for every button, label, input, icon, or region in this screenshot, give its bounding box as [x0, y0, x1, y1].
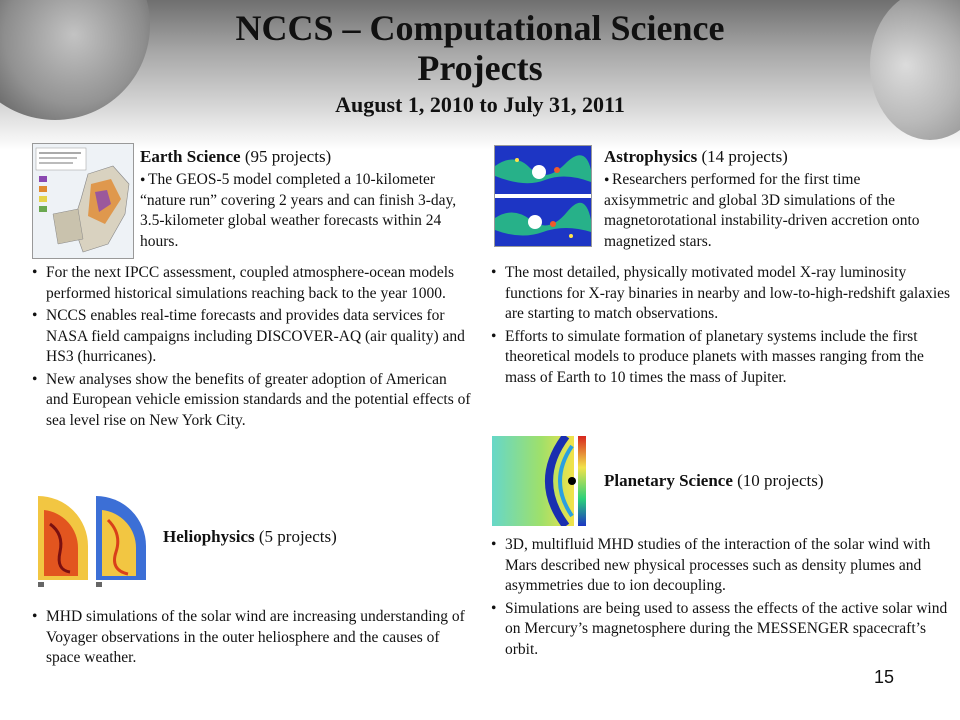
planetary-science-count: (10 projects)	[737, 471, 824, 490]
astrophysics-intro	[604, 170, 924, 252]
earth-science-map-image	[32, 143, 134, 259]
page-number: 15	[873, 667, 894, 687]
heliophysics-count: (5 projects)	[258, 527, 337, 546]
list-item: • 3D, multifluid MHD studies of the interaction of the solar wind with Mars described new physical processes such as density plumes and asymmetries due to ion decoupling.	[489, 535, 949, 597]
planetary-science-simulation-image	[492, 436, 586, 526]
list-item: • MHD simulations of the solar wind are increasing understanding of Voyager observations in the outer heliosphere and the causes of space weather.	[30, 607, 465, 669]
earth-science-title: Earth Science	[140, 147, 241, 166]
planetary-science-title: Planetary Science	[604, 471, 733, 490]
astrophysics-heading	[604, 147, 788, 167]
slide-title-line-1: NCCS – Computational Science	[235, 8, 725, 48]
list-item: • Simulations are being used to assess the effects of the active solar wind on Mercury’s magnetosphere during the MESSENGER spacecraft’s orbit.	[489, 599, 949, 661]
astrophysics-simulation-image	[494, 145, 592, 247]
earth-science-intro	[140, 170, 475, 252]
astrophysics-bullets	[489, 263, 951, 390]
planetary-science-heading	[604, 471, 824, 491]
earth-science-heading	[140, 147, 331, 167]
heliophysics-title: Heliophysics	[163, 527, 255, 546]
earth-science-count: (95 projects)	[244, 147, 332, 166]
heliophysics-bullets	[30, 607, 465, 671]
list-item: • Efforts to simulate formation of planetary systems include the first theoretical models to produce planets with masses ranging from the mass of Earth to 10 times the mass of Jupiter.	[489, 327, 951, 389]
slide-subtitle: August 1, 2010 to July 31, 2011	[335, 92, 625, 117]
astrophysics-title: Astrophysics	[604, 147, 698, 166]
earth-science-bullets	[30, 263, 472, 433]
heliophysics-simulation-image	[30, 490, 152, 590]
list-item: • NCCS enables real-time forecasts and provides data services for NASA field campaigns including DISCOVER-AQ (air quality) and HS3 (hurricanes).	[30, 306, 472, 368]
astrophysics-count: (14 projects)	[701, 147, 788, 166]
list-item: • New analyses show the benefits of greater adoption of American and European vehicle emission standards and the potential effects of sea level rise on New York City.	[30, 370, 472, 432]
earth-science-intro-text: • The GEOS-5 model completed a 10-kilometer “nature run” covering 2 years and can finish 3-day, 3.5-kilometer global weather forecasts within 24 hours.	[140, 171, 456, 250]
list-item: • For the next IPCC assessment, coupled atmosphere-ocean models performed historical simulations reaching back to the year 1000.	[30, 263, 472, 304]
planetary-science-bullets	[489, 535, 949, 662]
heliophysics-heading	[163, 527, 337, 547]
astrophysics-intro-text: • Researchers performed for the first time axisymmetric and global 3D simulations of the magnetorotational instability-driven accretion onto magnetized stars.	[604, 171, 920, 250]
slide-title-line-2: Projects	[417, 48, 543, 88]
list-item: • The most detailed, physically motivated model X-ray luminosity functions for X-ray binaries in nearby and low-to-high-redshift galaxies are starting to match observations.	[489, 263, 951, 325]
